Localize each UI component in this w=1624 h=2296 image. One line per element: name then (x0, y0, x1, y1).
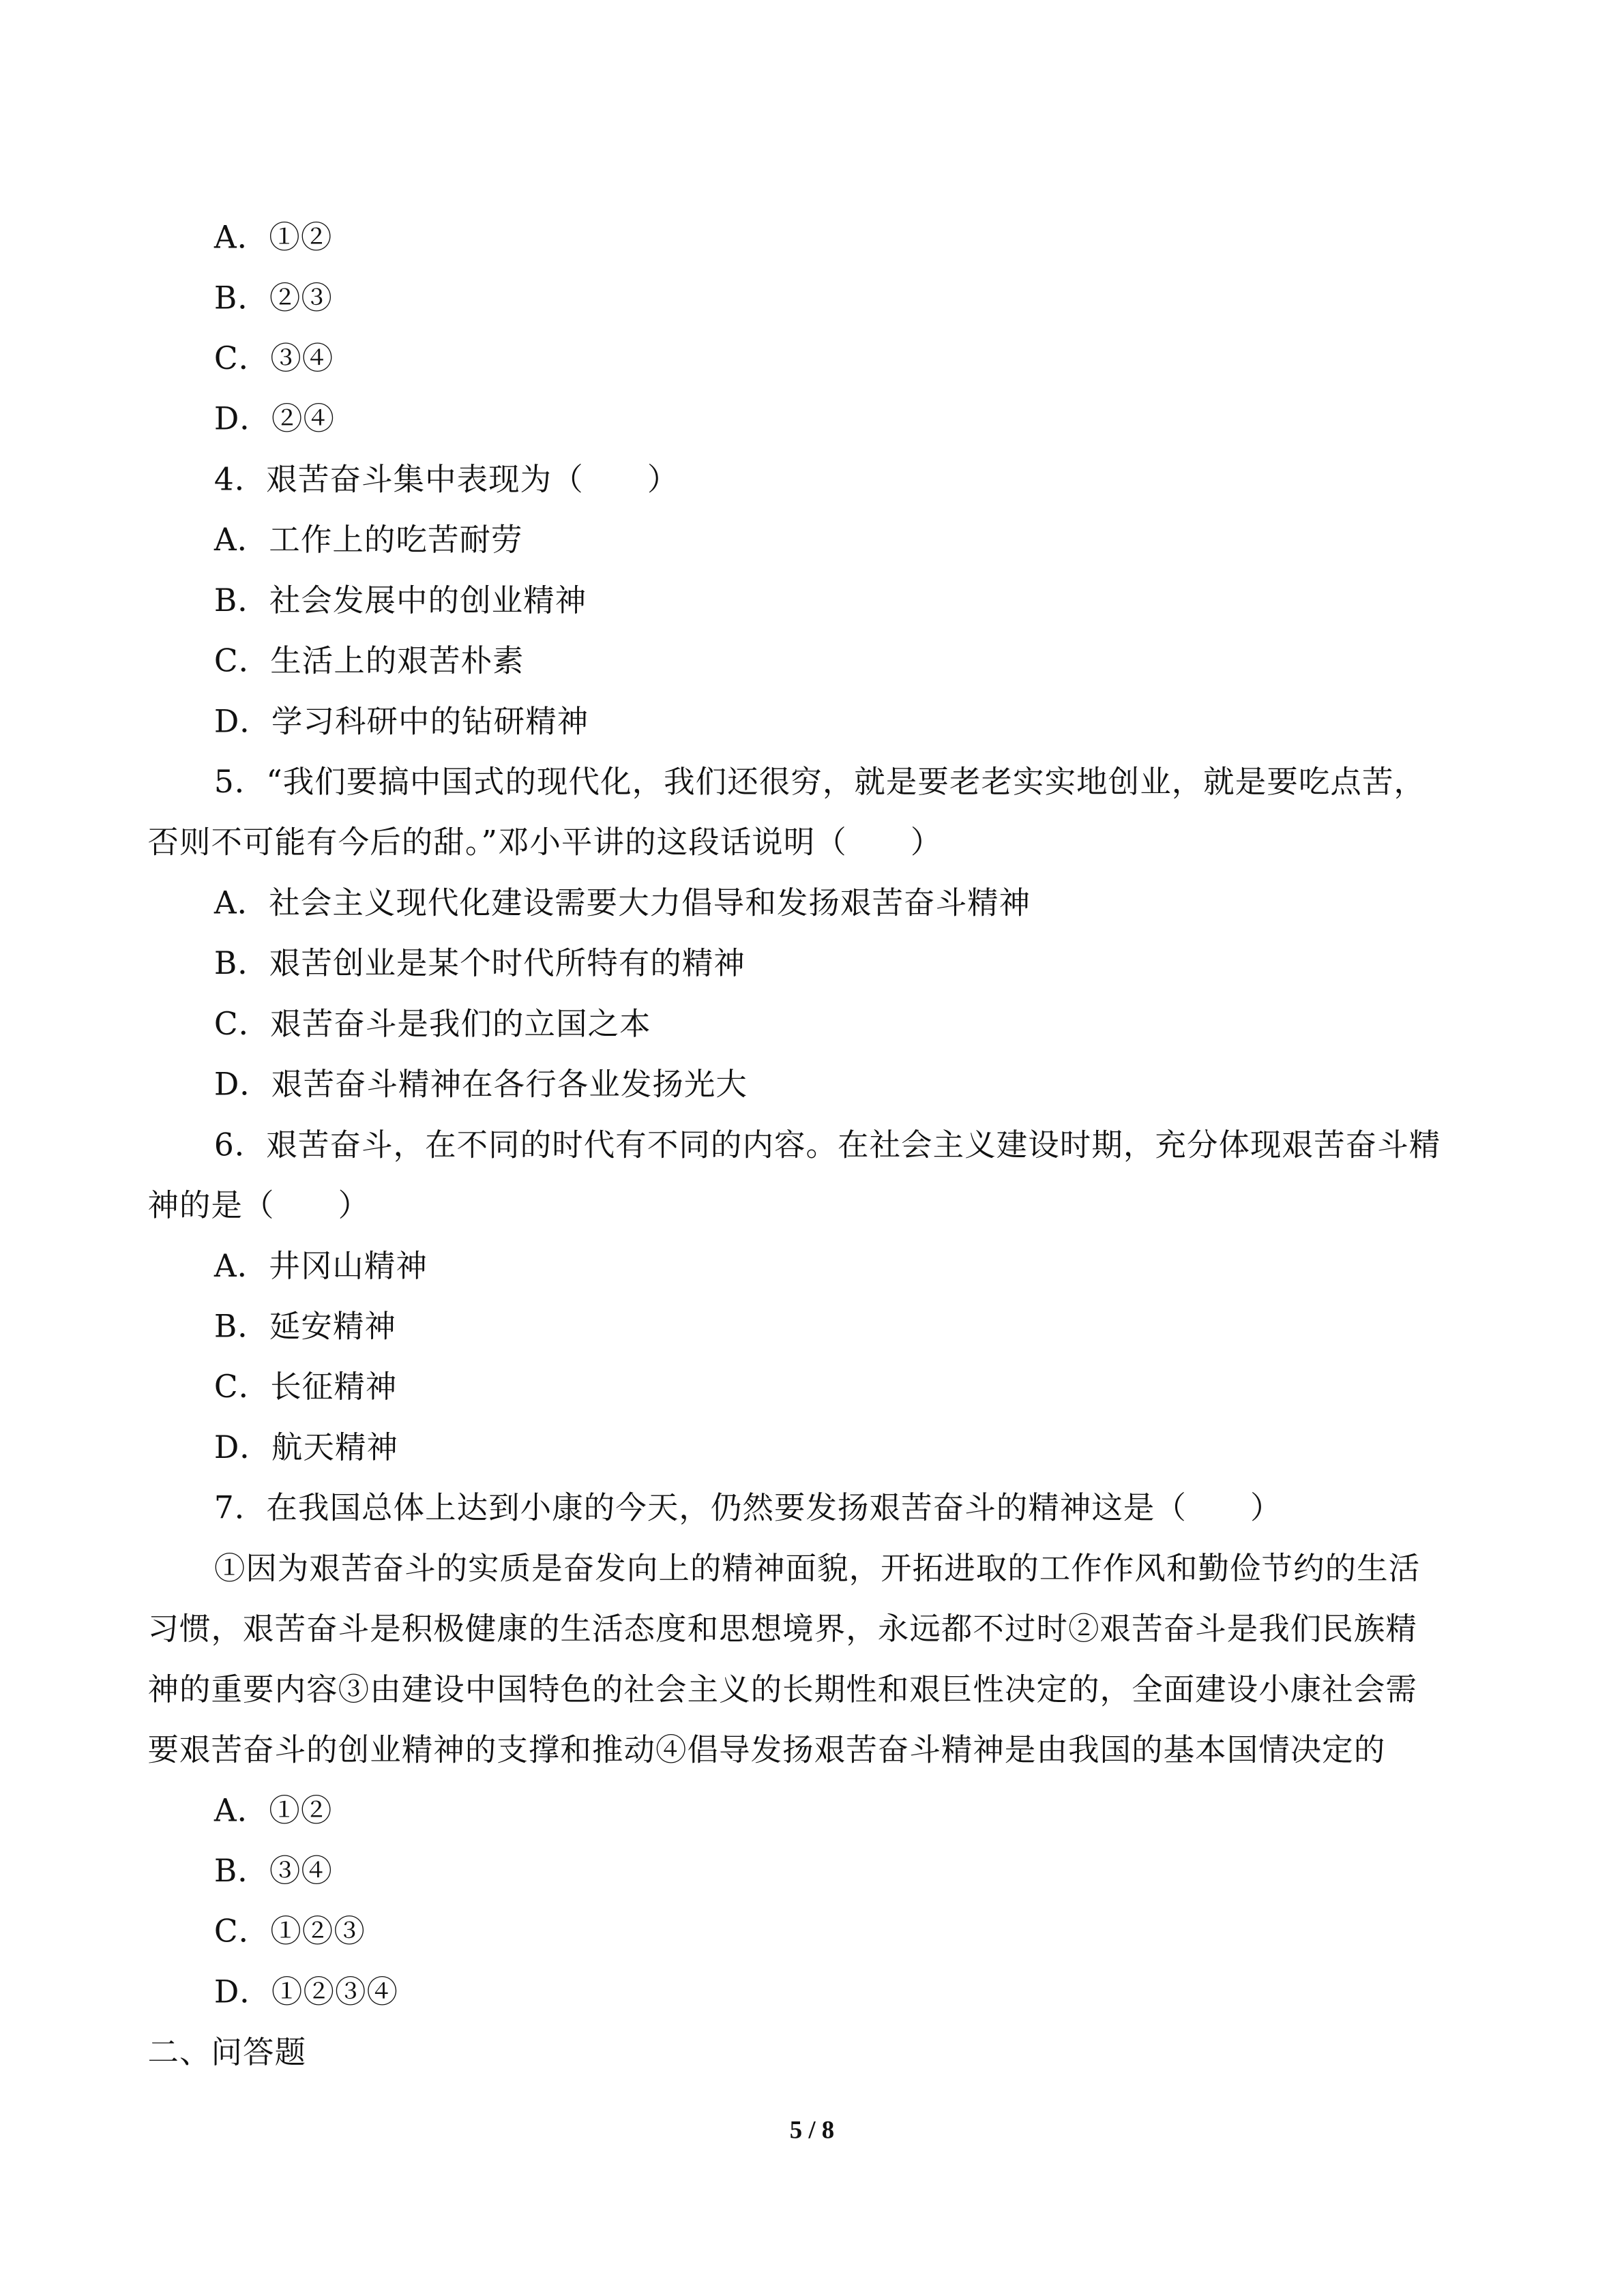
q5-option-c: C．艰苦奋斗是我们的立国之本 (213, 1006, 651, 1042)
q7-statement-line2: 习惯，艰苦奋斗是积极健康的生活态度和思想境界，永远都不过时②艰苦奋斗是我们民族精 (147, 1611, 1417, 1647)
q7-statement-line1: ①因为艰苦奋斗的实质是奋发向上的精神面貌，开拓进取的工作作风和勤俭节约的生活 (213, 1551, 1421, 1587)
q5-option-a: A．社会主义现代化建设需要大力倡导和发扬艰苦奋斗精神 (213, 885, 1031, 921)
q6-stem-line2: 神的是（ ） (147, 1187, 370, 1223)
q5-option-b: B．艰苦创业是某个时代所特有的精神 (213, 946, 745, 981)
q4-option-c: C．生活上的艰苦朴素 (213, 643, 525, 679)
q4-stem: 4．艰苦奋斗集中表现为（ ） (213, 462, 679, 498)
page-number: 5 / 8 (789, 2116, 835, 2145)
q6-option-d: D．航天精神 (213, 1429, 399, 1465)
q6-option-b: B．延安精神 (213, 1309, 397, 1345)
q7-option-c: C．①②③ (213, 1913, 366, 1950)
q7-statement-line3: 神的重要内容③由建设中国特色的社会主义的长期性和艰巨性决定的，全面建设小康社会需 (147, 1671, 1417, 1708)
prev-option-b: B．②③ (213, 280, 333, 316)
prev-option-a: A．①② (213, 220, 333, 256)
q4-option-d: D．学习科研中的钻研精神 (213, 704, 589, 740)
q7-option-a: A．①② (213, 1793, 333, 1829)
section-heading: 二、问答题 (147, 2035, 307, 2070)
prev-option-d: D．②④ (213, 401, 336, 437)
q7-option-b: B．③④ (213, 1853, 333, 1889)
q5-option-d: D．艰苦奋斗精神在各行各业发扬光大 (213, 1067, 748, 1103)
q7-statement-line4: 要艰苦奋斗的创业精神的支撑和推动④倡导发扬艰苦奋斗精神是由我国的基本国情决定的 (147, 1732, 1386, 1768)
q7-stem: 7．在我国总体上达到小康的今天，仍然要发扬艰苦奋斗的精神这是（ ） (213, 1490, 1282, 1526)
q7-option-d: D．①②③④ (213, 1974, 399, 2010)
q6-option-c: C．长征精神 (213, 1369, 398, 1405)
q5-stem-line2: 否则不可能有今后的甜。”邓小平讲的这段话说明（ ） (147, 824, 943, 861)
prev-option-c: C．③④ (213, 340, 334, 376)
q6-stem-line1: 6．艰苦奋斗，在不同的时代有不同的内容。在社会主义建设时期，充分体现艰苦奋斗精 (213, 1127, 1441, 1163)
q5-stem-line1: 5．“我们要搞中国式的现代化，我们还很穷，就是要老老实实地创业，就是要吃点苦， (213, 764, 1426, 800)
q6-option-a: A．井冈山精神 (213, 1248, 428, 1284)
q4-option-b: B．社会发展中的创业精神 (213, 582, 587, 618)
q4-option-a: A．工作上的吃苦耐劳 (213, 522, 523, 558)
